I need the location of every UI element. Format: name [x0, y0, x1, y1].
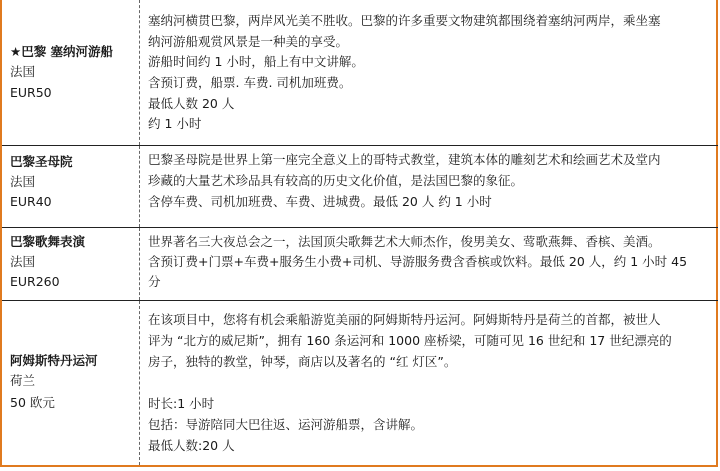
tour-name: ★巴黎 塞纳河游船: [10, 44, 114, 59]
detail-line: 塞纳河横贯巴黎，两岸风光美不胜收。巴黎的许多重要文物建筑都围绕着塞纳河两岸，乘坐塞: [148, 13, 661, 28]
detail-line: 巴黎圣母院是世界上第一座完全意义上的哥特式教堂，建筑本体的雕刻艺术和绘画艺术及堂内: [148, 152, 661, 167]
tour-country: 法国: [10, 254, 36, 269]
tour-price: EUR40: [10, 194, 52, 209]
tour-summary-cell: [2, 301, 140, 465]
detail-line: 含预订费，船票. 车费. 司机加班费。: [148, 75, 352, 90]
detail-line: 在该项目中，您将有机会乘船游览美丽的阿姆斯特丹运河。阿姆斯特丹是荷兰的首都，被世人: [148, 312, 661, 327]
detail-line: 评为 “北方的威尼斯”，拥有 160 条运河和 1000 座桥梁，可随可见 16 世纪和 17 世纪漂亮的: [148, 333, 672, 348]
tour-details-cell: [140, 301, 718, 465]
table-row: [2, 0, 718, 146]
tour-summary-cell: [2, 0, 140, 145]
tour-name: 巴黎歌舞表演: [10, 234, 86, 249]
detail-line: 世界著名三大夜总会之一，法国顶尖歌舞艺术大师杰作，俊男美女、莺歌燕舞、香槟、美酒。: [148, 234, 661, 249]
tour-details-cell: [140, 228, 718, 300]
table-row: [2, 146, 718, 228]
detail-line: 约 1 小时: [148, 116, 202, 131]
tour-summary-cell: [2, 146, 140, 227]
detail-line: 包括：导游陪同大巴往返、运河游船票，含讲解。: [148, 417, 424, 432]
tour-details-cell: [140, 146, 718, 227]
tour-country: 法国: [10, 64, 36, 79]
detail-line: 游船时间约 1 小时，船上有中文讲解。: [148, 54, 364, 69]
detail-line: 分: [148, 274, 161, 289]
detail-line: 最低人数:20 人: [148, 438, 235, 453]
tour-country: 荷兰: [10, 373, 36, 388]
detail-line: 最低人数 20 人: [148, 96, 235, 111]
detail-line: 珍藏的大量艺术珍品具有较高的历史文化价值，是法国巴黎的象征。: [148, 173, 524, 188]
tour-details-cell: [140, 0, 718, 145]
tour-name: 阿姆斯特丹运河: [10, 353, 98, 368]
tour-summary-cell: [2, 228, 140, 300]
tour-country: 法国: [10, 174, 36, 189]
tour-price: EUR50: [10, 85, 52, 100]
detail-line: 含停车费、司机加班费、车费、进城费。最低 20 人 约 1 小时: [148, 194, 492, 209]
detail-line: 含预订费+门票+车费+服务生小费+司机、导游服务费含香槟或饮料。最低 20 人，约 1 小时 45: [148, 254, 688, 269]
table-row: [2, 301, 718, 465]
detail-line: 纳河游船观赏风景是一种美的享受。: [148, 34, 349, 49]
tour-price: 50 欧元: [10, 395, 55, 410]
table-row: [2, 228, 718, 301]
tour-name: 巴黎圣母院: [10, 154, 73, 169]
detail-line: 时长:1 小时: [148, 396, 215, 411]
detail-line: 房子，独特的教堂，钟琴，商店以及著名的 “红 灯区”。: [148, 354, 457, 369]
tour-price: EUR260: [10, 274, 60, 289]
